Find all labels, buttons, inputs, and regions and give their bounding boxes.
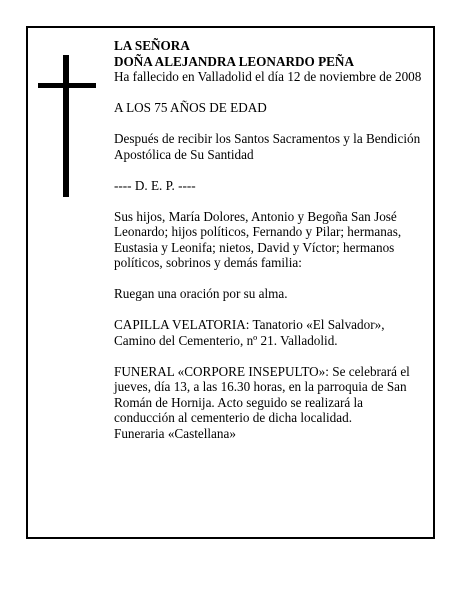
cross-vertical-bar: [63, 55, 69, 197]
obituary-title: LA SEÑORA: [114, 38, 190, 53]
obituary-text: [114, 38, 426, 441]
death-notice: Ha fallecido en Valladolid el día 12 de noviembre de 2008: [114, 69, 422, 84]
prayer-line: Ruegan una oración por su alma.: [114, 286, 288, 301]
funeral-home-line: Funeraria «Castellana»: [114, 425, 236, 441]
deceased-name: DOÑA ALEJANDRA LEONARDO PEÑA: [114, 53, 354, 69]
age-line: A LOS 75 AÑOS DE EDAD: [114, 100, 267, 115]
family-paragraph: Sus hijos, María Dolores, Antonio y Begoña San José Leonardo; hijos políticos, Fernando y Pilar; hermanas, Eustasia y Leonifa; nietos, David y Víctor; hermanos políticos, sobrinos y demás familia:: [114, 208, 402, 270]
chapel-paragraph: CAPILLA VELATORIA: Tanatorio «El Salvador», Camino del Cementerio, nº 21. Valladolid.: [114, 317, 385, 348]
cross-icon: [38, 55, 96, 197]
funeral-paragraph: FUNERAL «CORPORE INSEPULTO»: Se celebrará el jueves, día 13, a las 16.30 horas, en la parroquia de San Román de Hornija. Acto seguido se realizará la conducción al cementerio de dicha localidad.: [114, 363, 410, 425]
cross-horizontal-bar: [38, 83, 96, 88]
rip-line: ---- D. E. P. ----: [114, 177, 196, 193]
sacraments-line: Después de recibir los Santos Sacramentos y la Bendición Apostólica de Su Santidad: [114, 131, 421, 162]
